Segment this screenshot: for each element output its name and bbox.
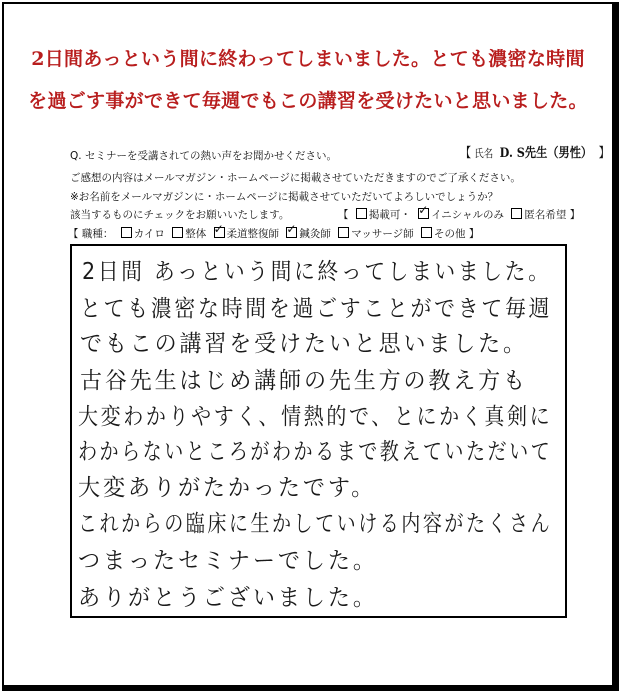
- publish-question: ※お名前をメールマガジンに・ホームページに掲載させていただいてよろしいでしょうか？: [70, 191, 499, 203]
- name-label: 氏名: [474, 147, 494, 160]
- name-field: 【 氏名 D. S先生（男性） 】: [460, 146, 610, 161]
- check-instruction: 該当するものにチェックをお願いいたします。: [70, 209, 290, 221]
- handwritten-line: ありがとうございました。: [78, 585, 378, 611]
- handwritten-line: とても濃密な時間を過ごすことができて毎週: [80, 296, 553, 322]
- handwritten-line: 古谷先生はじめ講師の先生方の教え方も: [80, 368, 528, 394]
- judo-therapist-checkbox[interactable]: [214, 227, 225, 238]
- handwritten-line: つまったセミナーでした。: [78, 548, 378, 574]
- handwritten-line: これからの臨床に生かしていける内容がたくさん: [78, 511, 553, 537]
- handwritten-line: わからないところがわかるまで教えていただいて: [78, 439, 553, 465]
- other-checkbox[interactable]: [421, 227, 432, 238]
- initials-only-checkbox[interactable]: [418, 208, 429, 219]
- handwritten-answer-box: [70, 244, 567, 618]
- testimonial-card: [2, 2, 619, 691]
- acupuncturist-checkbox[interactable]: [286, 227, 297, 238]
- name-value: D. S先生（男性）: [499, 146, 593, 161]
- anonymous-checkbox[interactable]: [511, 208, 522, 219]
- occupation-row: 【 職種： カイロ 整体 ✓ 柔道整復師 ✓ 鍼灸師 マッサージ師 その他 】: [68, 226, 479, 241]
- judo-therapist-label: 柔道整復師: [226, 228, 280, 240]
- chiro-checkbox[interactable]: [121, 227, 132, 238]
- masseur-label: マッサージ師: [351, 228, 414, 240]
- consent-notice: ご感想の内容はメールマガジン・ホームページに掲載させていただきますのでご了承ください。: [70, 172, 521, 184]
- other-label: その他: [433, 228, 466, 240]
- headline-line-2: を過ごす事ができて毎週でもこの講習を受けたいと思いました。: [28, 90, 588, 112]
- handwritten-line: 大変わかりやすく、情熱的で、とにかく真剣に: [78, 404, 553, 430]
- publish-ok-checkbox[interactable]: [356, 208, 367, 219]
- headline-line-1: 2日間あっという間に終わってしまいました。とても濃密な時間: [31, 48, 585, 70]
- masseur-checkbox[interactable]: [338, 227, 349, 238]
- seitai-checkbox[interactable]: [172, 227, 183, 238]
- seitai-label: 整体: [185, 228, 207, 240]
- publish-ok-label: 掲載可・: [368, 209, 411, 221]
- question-text: Q. セミナーを受講されての熱い声をお聞かせください。: [70, 150, 337, 162]
- acupuncturist-label: 鍼灸師: [299, 228, 331, 240]
- handwritten-line: 2日間 あっという間に終ってしまいました。: [82, 259, 552, 285]
- chiro-label: カイロ: [133, 228, 165, 240]
- initials-only-label: イニシャルのみ: [431, 209, 505, 221]
- anonymous-label: 匿名希望: [524, 209, 567, 221]
- handwritten-line: でもこの講習を受けたいと思いました。: [80, 331, 528, 357]
- handwritten-line: 大変ありがたかったです。: [78, 475, 377, 501]
- publish-options: 【 掲載可・ ✓ イニシャルのみ 匿名希望 】: [338, 207, 580, 222]
- occupation-label: 職種：: [81, 228, 114, 240]
